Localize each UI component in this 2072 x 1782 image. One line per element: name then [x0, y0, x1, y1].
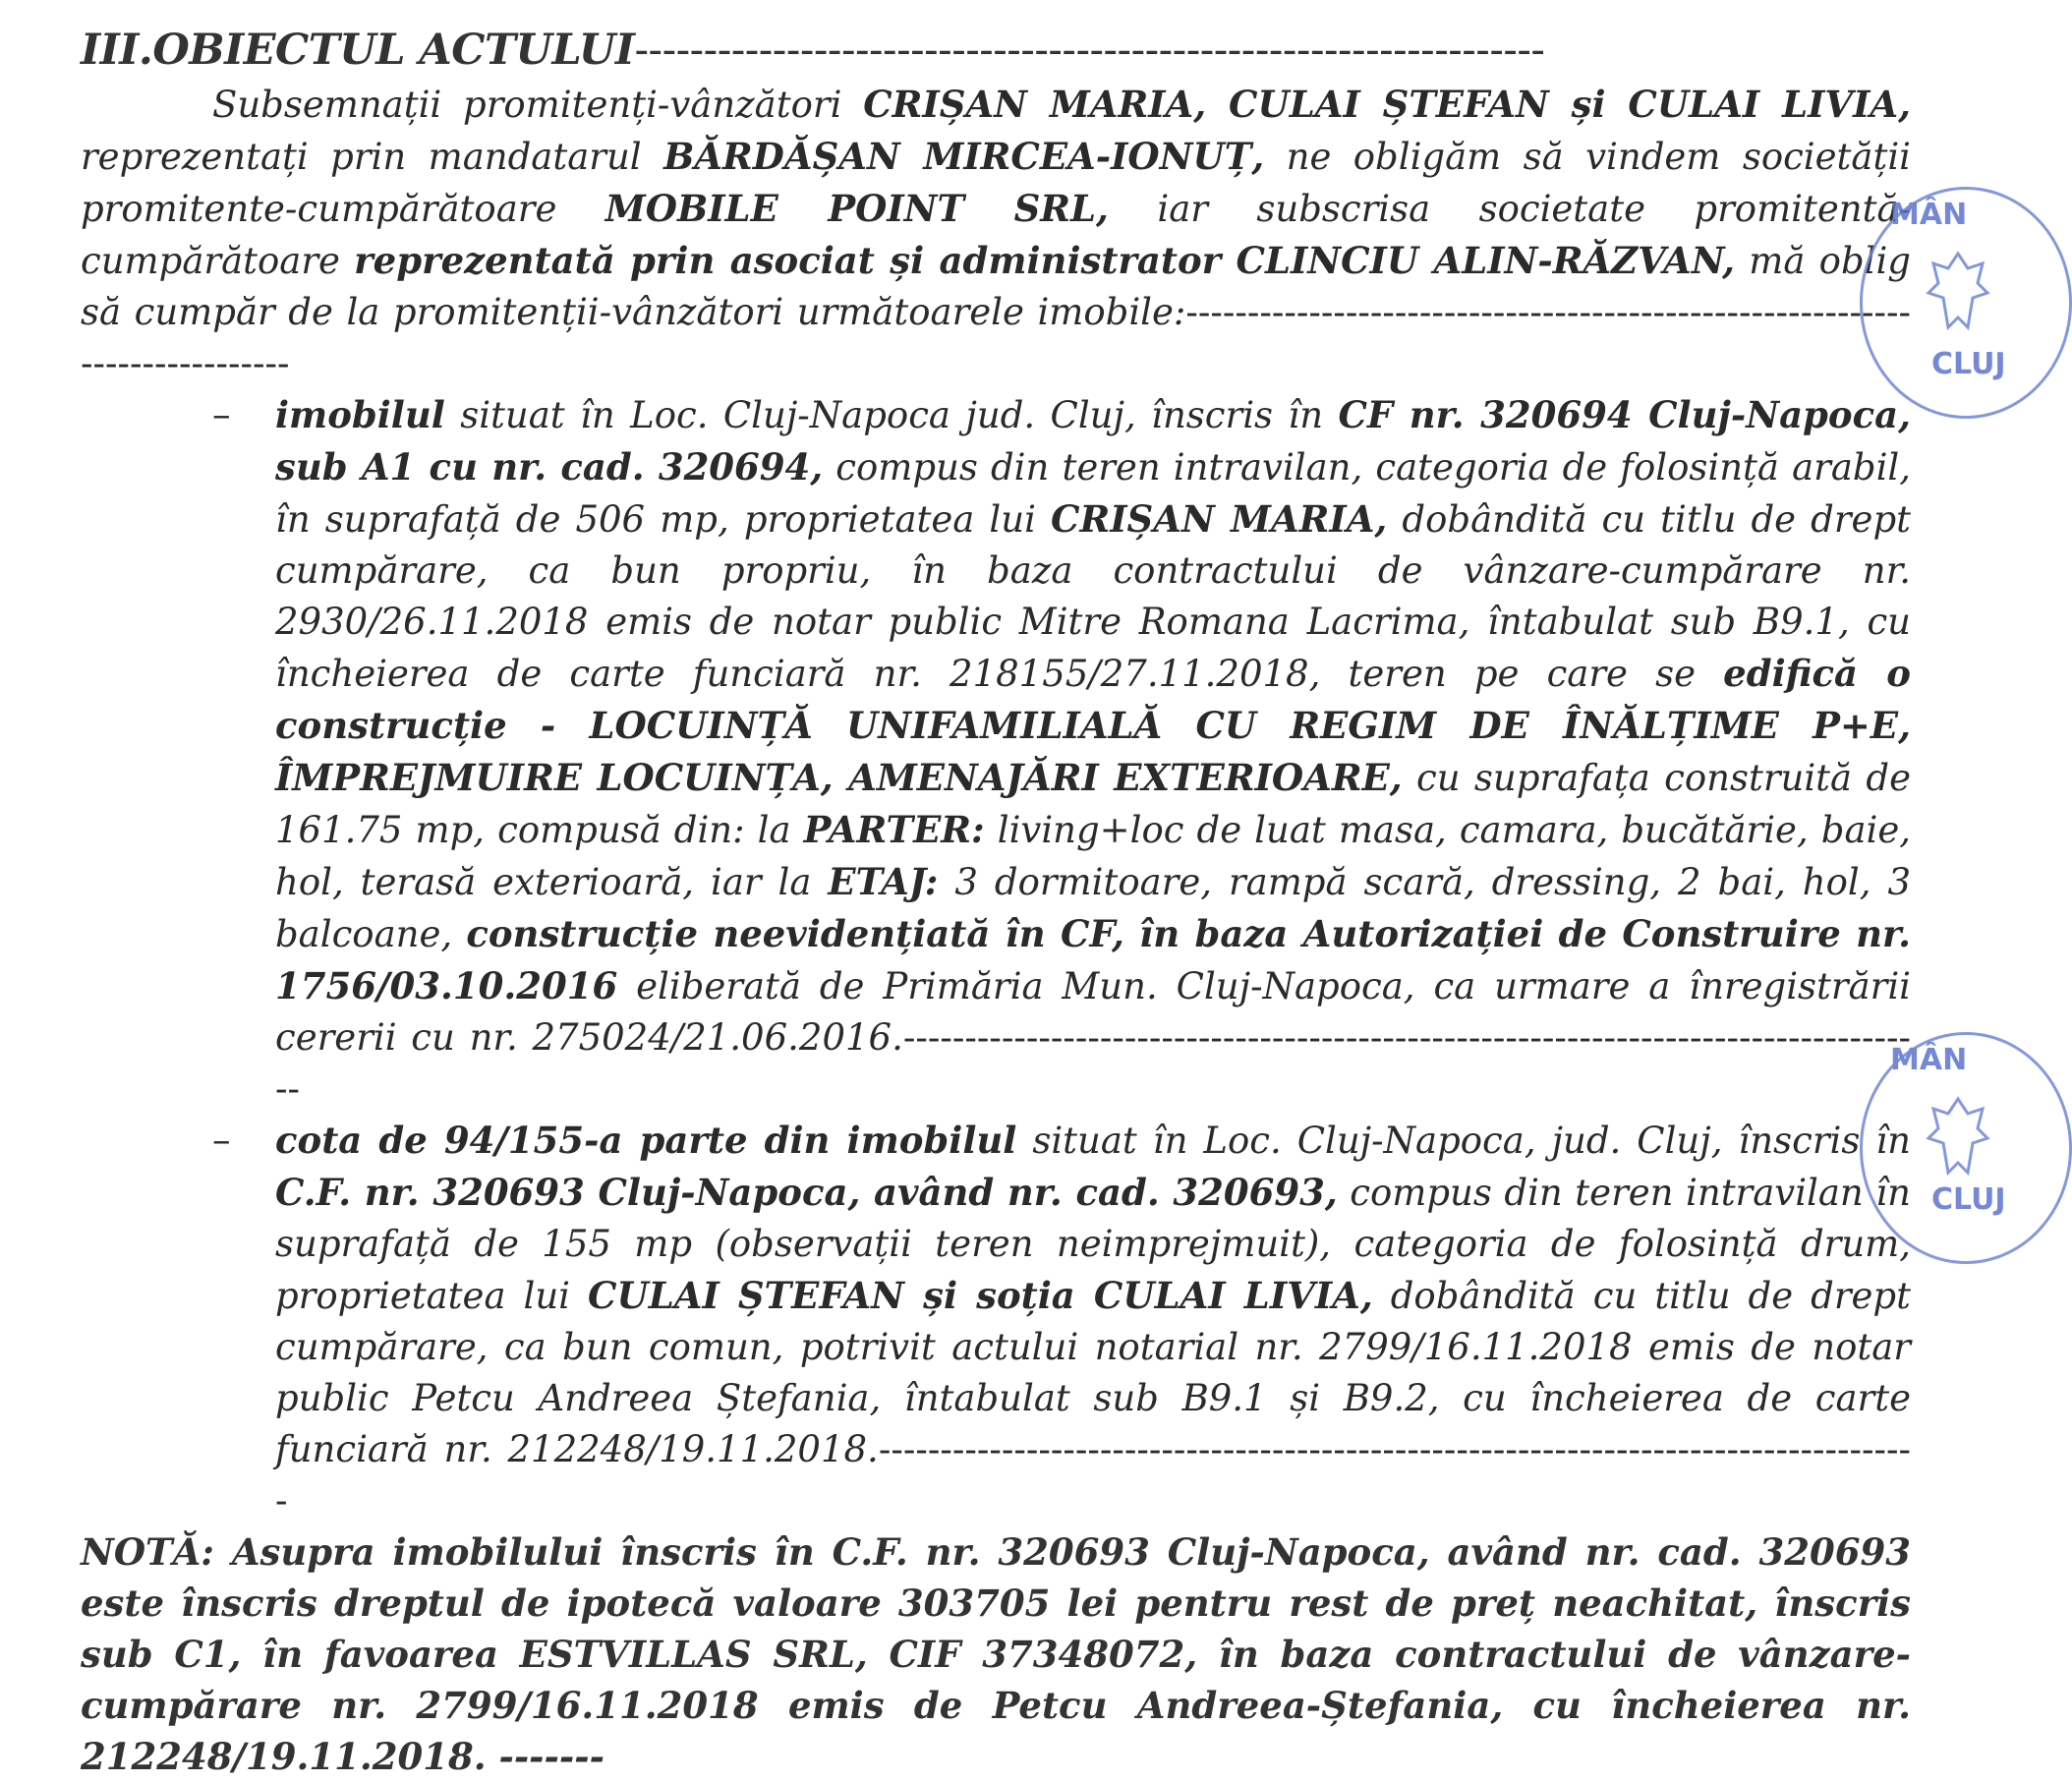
stamp-text: MÂN — [1890, 1043, 1968, 1077]
sellers-names: CRIȘAN MARIA, CULAI ȘTEFAN și CULAI LIVIA, — [863, 83, 1911, 126]
item-text: situat în Loc. Cluj-Napoca, jud. Cluj, înscris în — [1016, 1120, 1911, 1162]
stamp-text: CLUJ — [1931, 347, 2006, 381]
intro-text: iar subscrisa societate promitentă-cumpărătoare — [81, 188, 1912, 282]
list-item-property-2 — [81, 1115, 1911, 1526]
item-text: eliberată de Primăria Mun. Cluj-Napoca, ca urmare a înregistrării cererii cu nr. 275024/21.06.2016. — [275, 965, 1911, 1059]
buyer-representative: reprezentată prin asociat și administrator CLINCIU ALIN-RĂZVAN, — [354, 239, 1736, 282]
stamp-text: CLUJ — [1931, 1182, 2006, 1217]
property-list — [81, 389, 1911, 1526]
item-bold: ETAJ: — [828, 860, 939, 903]
item-bold: imobilul — [275, 393, 445, 436]
item-bold: PARTER: — [803, 808, 985, 851]
intro-text: mă oblig să cumpăr de la promitenții-vânzători următoarele imobile: — [81, 240, 1911, 333]
notary-stamp — [1860, 187, 2072, 419]
filler-dashes: ---------------------------------------------------------------------------- — [81, 291, 1911, 384]
item-bold: C.F. nr. 320693 Cluj-Napoca, având nr. cad. 320693, — [275, 1171, 1338, 1214]
item-text: situat în Loc. Cluj-Napoca jud. Cluj, înscris în — [444, 394, 1339, 436]
owner-name: CULAI ȘTEFAN și soția CULAI LIVIA, — [588, 1274, 1373, 1317]
item-text: 3 dormitoare, rampă scară, dressing, 2 bai, hol, 3 balcoane, — [275, 861, 1911, 955]
heading-text: III.OBIECTUL ACTULUI — [81, 26, 635, 75]
intro-text: ne obligăm să vindem societății promitente-cumpărătoare — [81, 136, 1912, 230]
filler-dashes: ------------------------------------------------------------------------------------- — [275, 1428, 1911, 1522]
buyer-company: MOBILE POINT SRL, — [604, 187, 1109, 230]
notary-stamp — [1860, 1032, 2072, 1264]
item-bold: CF nr. 320694 Cluj-Napoca, sub A1 cu nr. cad. 320694, — [275, 393, 1911, 489]
list-bullet: – — [212, 393, 231, 435]
document-page — [81, 22, 1911, 1782]
item-text: living+loc de luat masa, camara, bucătărie, baie, hol, terasă exterioară, iar la — [275, 809, 1912, 903]
eagle-icon — [1924, 1094, 1992, 1182]
intro-paragraph — [81, 79, 1911, 389]
note-paragraph: NOTĂ: Asupra imobilului înscris în C.F. nr. 320693 Cluj-Napoca, având nr. cad. 320693 este înscris dreptul de ipotecă valoare 303705 lei pentru rest de preț neachitat, înscris sub C1, în favoarea ESTVILLAS SRL, CIF 37348072, în baza contractului de vânzare-cumpărare nr. 2799/16.11.2018 emis de Petcu Andreea-Ștefania, cu încheierea nr. 212248/19.11.2018. ------- — [81, 1530, 1911, 1778]
intro-text: reprezentați prin mandatarul — [81, 136, 664, 178]
item-bold: construcție neevidențiată în CF, în baza Autorizației de Construire nr. 1756/03.10.2016 — [275, 912, 1912, 1007]
owner-name: CRIȘAN MARIA, — [1051, 497, 1388, 541]
eagle-icon — [1924, 249, 1992, 337]
item-bold: edifică o construcție - LOCUINȚĂ UNIFAMILIALĂ CU REGIM DE ÎNĂLȚIME P+E, ÎMPREJMUIRE LOCUINȚA, AMENAJĂRI EXTERIOARE, — [275, 652, 1911, 799]
agent-name: BĂRDĂȘAN MIRCEA-IONUȚ, — [663, 135, 1265, 178]
item-text: dobândită cu titlu de drept cumpărare, ca bun propriu, în baza contractului de vânzare-cumpărare nr. 2930/26.11.2018 emis de notar public Mitre Romana Lacrima, întabulat sub B9.1, cu încheierea de carte funciară nr. 218155/27.11.2018, teren pe care se — [275, 498, 1911, 695]
heading-dashes: ------------------------------------------------------------------ — [634, 26, 1545, 75]
item-text: compus din teren intravilan, categoria de folosință arabil, în suprafață de 506 mp, proprietatea lui — [275, 446, 1911, 541]
item-text: cu suprafața construită de 161.75 mp, compusă din: la — [275, 757, 1912, 851]
item-bold: cota de 94/155-a parte din imobilul — [275, 1119, 1017, 1162]
list-item-property-1 — [81, 389, 1911, 1115]
intro-text: Subsemnații promitenți-vânzători — [212, 84, 864, 126]
list-bullet: – — [212, 1119, 231, 1161]
item-text: compus din teren intravilan în suprafață de 155 mp (observații teren neimprejmuit), categoria de folosință drum, proprietatea lui — [275, 1172, 1911, 1317]
item-text: dobândită cu titlu de drept cumpărare, ca bun comun, potrivit actului notarial nr. 2799/16.11.2018 emis de notar public Petcu Andreea Ștefania, întabulat sub B9.1 și B9.2, cu încheierea de carte funciară nr. 212248/19.11.2018. — [275, 1275, 1911, 1470]
filler-dashes: ------------------------------------------------------------------------------------ — [275, 1016, 1911, 1110]
stamp-text: MÂN — [1890, 198, 1968, 232]
section-heading — [81, 22, 1911, 79]
